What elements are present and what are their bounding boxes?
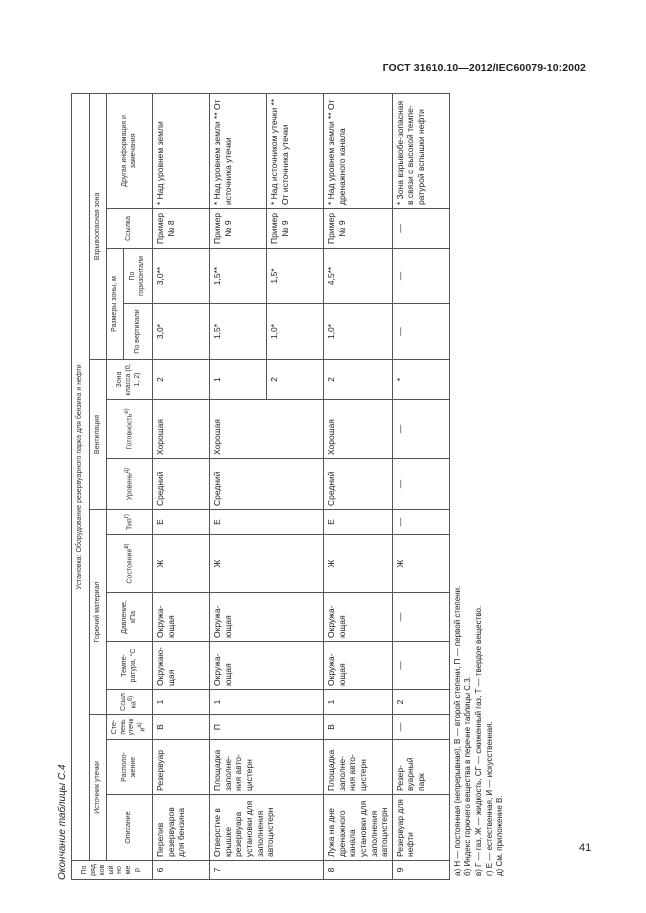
footnote: г) Е — естественная, И — искусственная. (484, 721, 494, 876)
row-horizontal: 1,5* (267, 249, 324, 304)
footnote: в) Г — газ, Ж — жидкость, СГ — сжиженный газ, Т — твердое вещество. (473, 605, 483, 876)
row-num: 8 (324, 861, 393, 880)
header-degree: Сте-пень утечки$^{а)}$ (107, 715, 153, 740)
row-num: 7 (210, 861, 324, 880)
row-reference: 1 (324, 690, 393, 715)
row-num: 6 (153, 861, 210, 880)
header-horizontal: По горизонтали (124, 249, 153, 304)
table-footnotes (450, 94, 506, 880)
row-zone-ref: Пример № 9 (210, 209, 267, 249)
row-zone: * (392, 360, 449, 400)
row-horizontal: 4,5** (324, 249, 393, 304)
table-row (392, 93, 449, 879)
row-zone: 2 (267, 360, 324, 400)
footnote: а) Н — постоянная (непрерывная), В — второй степени, П — первой степени. (452, 585, 462, 876)
row-vent-level: Средний (210, 459, 324, 510)
row-vent-type: Е (210, 510, 324, 535)
header-vent-type: Тип$^{г)}$ (107, 510, 153, 535)
row-state: Ж (392, 535, 449, 593)
row-temperature: Окружаю-щая (153, 642, 210, 690)
row-notes: * Над уровнем земли ** От источника утечки (210, 93, 267, 208)
row-zone: 2 (153, 360, 210, 400)
hazard-zone-table (71, 93, 450, 880)
row-notes: * Над уровнем земли ** От дренажного канала (324, 93, 393, 208)
row-state: Ж (210, 535, 324, 593)
row-vent-level: Средний (153, 459, 210, 510)
table-row (210, 93, 267, 879)
header-hazard-zone: Взрывоопасная зона (90, 93, 107, 359)
row-pressure: — (392, 593, 449, 642)
row-vent-type: Е (324, 510, 393, 535)
row-zone-ref: — (392, 209, 449, 249)
row-location: Площадка заполне-ния авто-цистерн (324, 740, 393, 795)
row-degree: В (153, 715, 210, 740)
table-row (324, 93, 393, 879)
row-zone-ref: Пример № 8 (153, 209, 210, 249)
header-temperature: Темпе-ратура, °С (107, 642, 153, 690)
row-zone: 2 (324, 360, 393, 400)
row-vent-level: Средний (324, 459, 393, 510)
row-vertical: 1,0* (267, 304, 324, 360)
row-location: Резер-вуарный парк (392, 740, 449, 795)
row-notes: * Над уровнем земли (153, 93, 210, 208)
row-vertical: 1,0* (324, 304, 393, 360)
row-vent-type: — (392, 510, 449, 535)
header-zone-class: Зона класса (0, 1, 2) (107, 360, 153, 400)
row-vertical: 3,0* (153, 304, 210, 360)
row-reference: 1 (210, 690, 324, 715)
row-temperature: — (392, 642, 449, 690)
row-zone-ref: Пример № 9 (324, 209, 393, 249)
row-vent-availability: Хорошая (324, 400, 393, 459)
header-vent-availability: Готовность$^{е)}$ (107, 400, 153, 459)
row-temperature: Окружа-ющая (324, 642, 393, 690)
row-degree: В (324, 715, 393, 740)
header-zone-ref: Ссылка (107, 209, 153, 249)
row-location: Резервуар (153, 740, 210, 795)
rotated-table-block (54, 94, 505, 880)
row-vent-type: Е (153, 510, 210, 535)
row-state: Ж (153, 535, 210, 593)
row-state: Ж (324, 535, 393, 593)
header-location: Располо-жение (107, 740, 153, 795)
document-header: ГОСТ 31610.10—2012/IEC60079-10:2002 (382, 62, 586, 74)
row-degree: П (210, 715, 324, 740)
header-source: Источник утечки (90, 715, 107, 861)
row-vent-level: — (392, 459, 449, 510)
row-notes: * Над источником утечки ** От источника утечки (267, 93, 324, 208)
header-vertical: По вертикали (124, 304, 153, 360)
row-pressure: Окружа-ющая (153, 593, 210, 642)
table-caption: Окончание таблицы С.4 (57, 764, 68, 880)
row-vertical: 1,5* (210, 304, 267, 360)
footnote: б) Индекс горючего вещества в перечне таблицы С.3. (463, 676, 473, 876)
row-description: Лужа на дне дренажного канала установки для заполнения автоцистерн (324, 795, 393, 861)
row-description: Отверстие в крышке резервуара установки для заполнения автоцистерн (210, 795, 324, 861)
row-description: Резервуар для нефти (392, 795, 449, 861)
row-temperature: Окружа-ющая (210, 642, 324, 690)
header-installation: Установка: Оборудование резервуарного парка для бензина и нефти (72, 93, 90, 860)
row-notes: * Зона взрывобе-зопасная в связи с высокой темпе-ратурой вспышки нефти (392, 93, 449, 208)
row-vent-availability: Хорошая (210, 400, 324, 459)
header-reference: Ссылка$^{б)}$ (107, 690, 153, 715)
header-pressure: Давление, кПа (107, 593, 153, 642)
row-reference: 1 (153, 690, 210, 715)
row-degree: — (392, 715, 449, 740)
table-row (153, 93, 210, 879)
row-vent-availability: Хорошая (153, 400, 210, 459)
row-pressure: Окружа-ющая (210, 593, 324, 642)
row-vent-availability: — (392, 400, 449, 459)
page-number: 41 (579, 842, 592, 854)
row-zone: 1 (210, 360, 267, 400)
header-ventilation: Вентиляция (90, 360, 107, 510)
header-state: Состояние$^{в)}$ (107, 535, 153, 593)
header-other-info: Другая информация и замечания (107, 93, 153, 208)
footnote: д) См. приложение В. (495, 795, 505, 876)
row-location: Площадка заполне-ния авто-цистерн (210, 740, 324, 795)
row-description: Перелив резервуаров для бензина (153, 795, 210, 861)
row-horizontal: 1,5** (210, 249, 267, 304)
row-horizontal: 3,0** (153, 249, 210, 304)
row-pressure: Окружа-ющая (324, 593, 393, 642)
header-zone-sizes: Размеры зоны, м (107, 249, 124, 360)
row-zone-ref: Пример № 9 (267, 209, 324, 249)
row-reference: 2 (392, 690, 449, 715)
header-description: Описание (107, 795, 153, 861)
row-num: 9 (392, 861, 449, 880)
row-vertical: — (392, 304, 449, 360)
header-vent-level: Уровень$^{д)}$ (107, 459, 153, 510)
row-horizontal: — (392, 249, 449, 304)
header-num: Порядковый номер (72, 861, 153, 880)
header-flammable: Горючий материал (90, 510, 107, 715)
